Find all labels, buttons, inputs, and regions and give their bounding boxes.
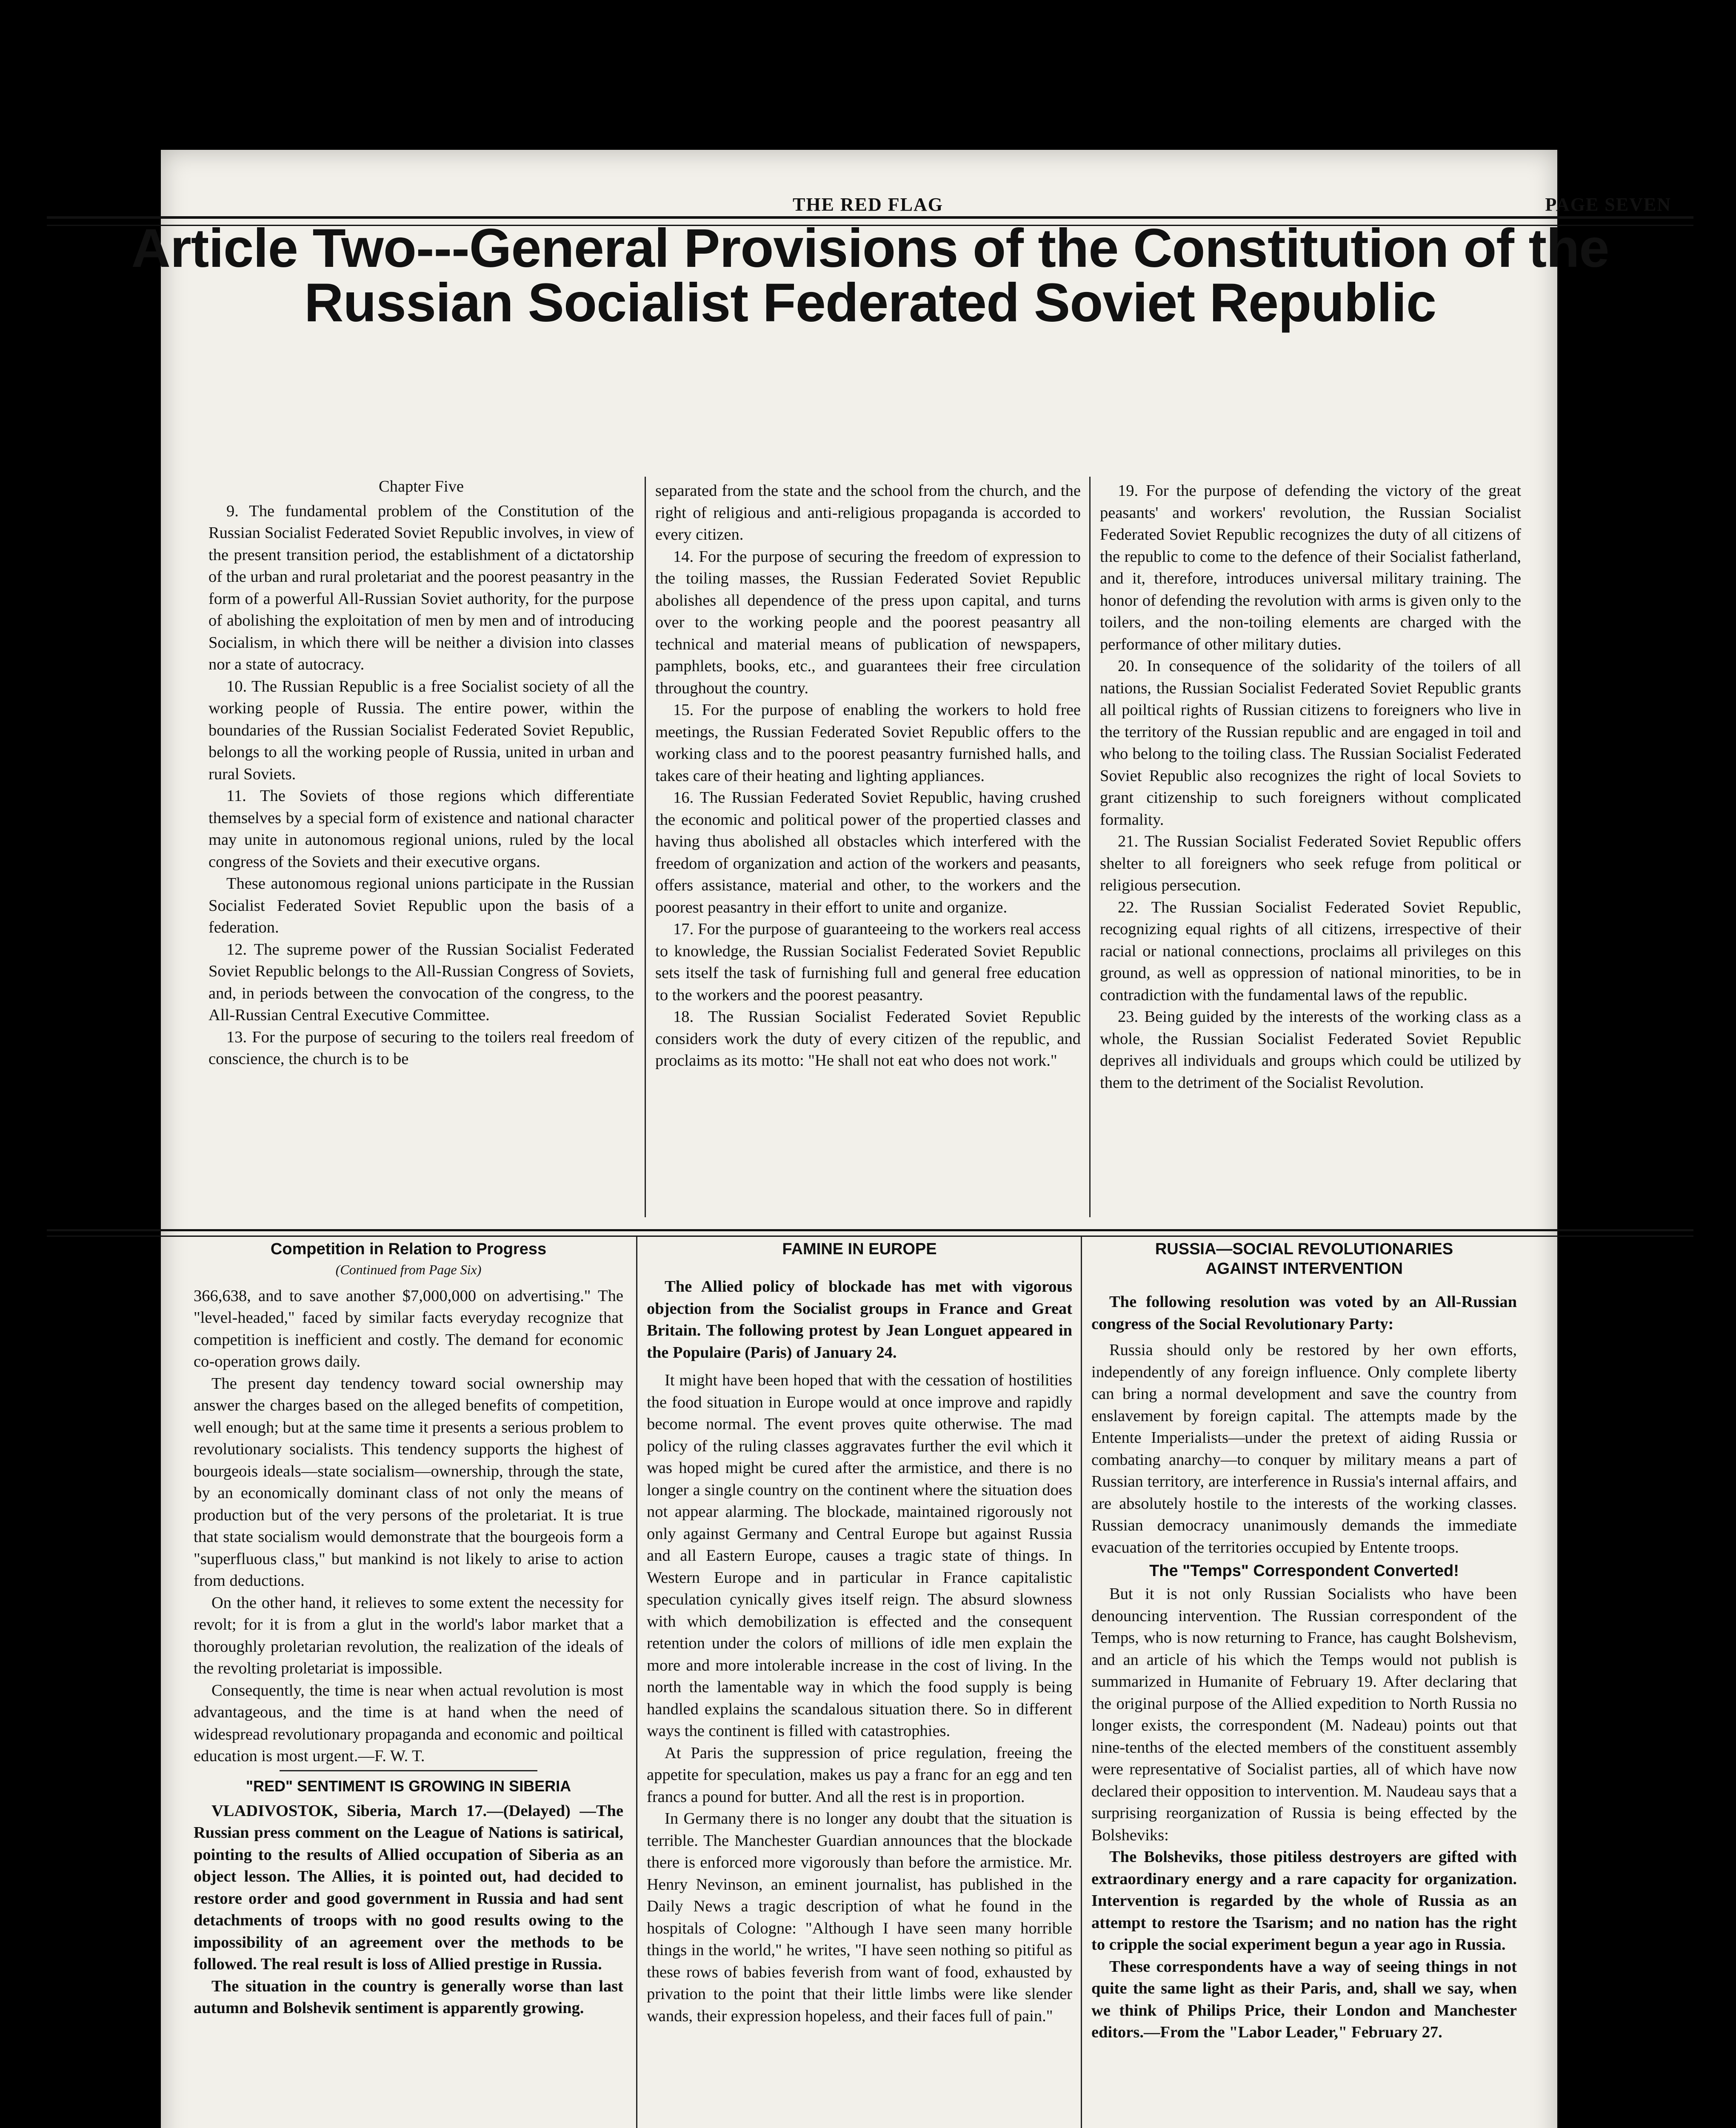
famine-title: FAMINE IN EUROPE <box>782 1240 937 1258</box>
article-paragraph: 23. Being guided by the interests of the working class as a whole, the Russian Socialist Federated Soviet Republic deprives all individuals and groups which could be utilized by them to the detriment of the Socialist Revolution. <box>1100 1008 1521 1092</box>
article-paragraph: 12. The supreme power of the Russian Socialist Federated Soviet Republic belongs to the All-Russian Congress of Soviets, and, in periods between the convocation of the congress, to the All-Russian Central Executive Committee. <box>208 940 634 1024</box>
page-headline <box>43 218 1698 333</box>
temps-subhead: The "Temps" Correspondent Converted! <box>1149 1562 1459 1580</box>
column-rule <box>636 1236 637 2128</box>
competition-paragraph: The present day tendency toward social ownership may answer the charges based on the alleged benefits of competition, well enough; but at the same time it presents a serious problem to revolutionary socialists. This tendency supports the highest of bourgeois ideals—state socialism—ownership, through the state, by an economically dominant class of not only the means of production but of the very persons of the proletariat. It is true that state socialism would demonstrate that the bourgeois form a "superfluous class," but mankind is not likely to arise to action from deductions. <box>194 1374 623 1590</box>
competition-paragraph: On the other hand, it relieves to some extent the necessity for revolt; for it is from a glut in the world's labor market that a thoroughly proletarian revolution, the realization of the ideals of the revolting proletariat is impossible. <box>194 1593 623 1677</box>
article-paragraph: 16. The Russian Federated Soviet Republic, having crushed the economic and political power of the propertied classes and having thus abolished all obstacles which interfered with the freedom of organization and action of the workers and peasants, offers assistance, material and other, to the workers and the poorest peasantry in their effort to unite and organize. <box>655 789 1081 916</box>
article-paragraph: 20. In consequence of the solidarity of the toilers of all nations, the Russian Socialist Federated Soviet Republic grants all poiltical rights of Russian citizens to foreigners who live in the territory of the Russian republic and are engaged in toil and who belong to the toiling class. The Russian Socialist Federated Soviet Republic also recognizes the right of local Soviets to grant citizenship to such foreigners without complicated formality. <box>1100 657 1521 829</box>
competition-title: Competition in Relation to Progress <box>270 1240 547 1258</box>
competition-paragraph: 366,638, and to save another $7,000,000 on advertising." The "level-headed," faced by similar facts everyday recognize that competition is inefficient and costly. The demand for economic co-operation grows daily. <box>194 1287 623 1370</box>
famine-paragraph: At Paris the suppression of price regulation, freeing the appetite for speculation, makes us pay a franc for an egg and ten francs a pound for butter. And all the rest is in proportion. <box>647 1744 1072 1806</box>
article-column-1 <box>208 476 634 1070</box>
russia-intro: The following resolution was voted by an All-Russian congress of the Social Revolutionary Party: <box>1091 1293 1517 1333</box>
column-rule <box>1081 1236 1082 2128</box>
column-rule <box>645 477 646 1217</box>
article-column-2 <box>655 480 1081 1072</box>
chapter-heading: Chapter Five <box>379 478 464 495</box>
siberia-paragraph: VLADIVOSTOK, Siberia, March 17.—(Delayed) —The Russian press comment on the League of Nations is satirical, pointing to the results of Allied occupation of Siberia as an object lesson. The Allies, it is pointed out, had decided to restore order and good government in Russia and had sent detachments of troops with no good results owing to the impossibility of an agreement over the methods to be followed. The real result is loss of Allied prestige in Russia. <box>194 1802 623 1973</box>
russia-column <box>1091 1239 1517 2044</box>
competition-paragraph: Consequently, the time is near when actual revolution is most advantageous, and the time is at hand when the need of widespread revolutionary propaganda and economic and poiltical education is most urgent.—F. W. T. <box>194 1681 623 1765</box>
article-paragraph: 15. For the purpose of enabling the workers to hold free meetings, the Russian Federated Soviet Republic offers to the working class and to the poorest peasantry furnished halls, and takes care of their heating and lighting appliances. <box>655 701 1081 785</box>
paper-name: THE RED FLAG <box>792 194 944 215</box>
page-header <box>52 194 1684 219</box>
article-column-3 <box>1100 480 1521 1094</box>
article-paragraph: 10. The Russian Republic is a free Socialist society of all the working people of Russia. The entire power, within the boundaries of the Russian Socialist Federated Soviet Republic, belongs to all the working people of Russia, united in urban and rural Soviets. <box>208 677 634 783</box>
article-paragraph: 17. For the purpose of guaranteeing to the workers real access to knowledge, the Russian Socialist Federated Soviet Republic sets itself the task of furnishing full and general free education to the workers and the poorest peasantry. <box>655 920 1081 1004</box>
russia-resolution: Russia should only be restored by her own efforts, independently of any foreign influence. Only complete liberty can bring a normal development and save the country from enslavement by foreign capital. The attempts made by the Entente Imperialists—under the pretext of aiding Russia or combating anarchy—to conquer by military means a part of Russian territory, are interference in Russia's internal affairs, and are absolutely hostile to the interests of the working classes. Russian democracy unanimously demands the immediate evacuation of the territories occupied by Entente troops. <box>1091 1341 1517 1556</box>
russia-paragraph: The Bolsheviks, those pitiless destroyers are gifted with extraordinary energy and a rare capacity for organization. Intervention is regarded by the whole of Russia as an attempt to restore the Tsarism; and no nation has the right to cripple the social experiment begun a year ago in Russia. <box>1091 1848 1517 1954</box>
siberia-title: "RED" SENTIMENT IS GROWING IN SIBERIA <box>246 1777 571 1795</box>
russia-paragraph: But it is not only Russian Socialists who have been denouncing intervention. The Russian correspondent of the Temps, who is now returning to France, has caught Bolshevism, and an article of his which the Temps would not publish is summarized in Humanite of February 19. After declaring that the original purpose of the Allied expedition to North Russia no longer exists, the correspondent (M. Nadeau) points out that nine-tenths of the elected members of the constituent assembly were representative of Socialist parties, all of which have now declared their opposition to intervention. M. Naudeau says that a surprising reorganization of Russia is being effected by the Bolsheviks: <box>1091 1585 1517 1844</box>
column-rule <box>1089 477 1091 1217</box>
siberia-paragraph: The situation in the country is generally worse than last autumn and Bolshevik sentiment is apparently growing. <box>194 1977 623 2017</box>
famine-intro: The Allied policy of blockade has met with vigorous objection from the Socialist groups in France and Great Britain. The following protest by Jean Longuet appeared in the Populaire (Paris) of January 24. <box>647 1278 1072 1361</box>
article-paragraph: separated from the state and the school from the church, and the right of religious and anti-religious propaganda is accorded to every citizen. <box>655 482 1081 543</box>
russia-title-line-1: RUSSIA—SOCIAL REVOLUTIONARIES <box>1155 1240 1453 1258</box>
famine-paragraph: In Germany there is no longer any doubt that the situation is terrible. The Manchester Guardian announces that the blockade there is enforced more vigorously than before the armistice. Mr. Henry Nevinson, an eminent journalist, has published in the Daily News a tragic description of what he found in the hospitals of Cologne: "Although I have seen many horrible things in the world," he writes, "I have seen nothing so pitiful as these rows of babies feverish from want of food, exhausted by privation to the point that their little limbs were like slender wands, their expression hopeless, and their faces full of pain." <box>647 1810 1072 2025</box>
article-paragraph: 22. The Russian Socialist Federated Soviet Republic, recognizing equal rights of all citizens, irrespective of their racial or national connections, proclaims all privileges on this ground, as well as oppression of national minorities, to be in contradiction with the fundamental laws of the republic. <box>1100 898 1521 1004</box>
article-paragraph: 21. The Russian Socialist Federated Soviet Republic offers shelter to all foreigners who seek refuge from political or religious persecution. <box>1100 832 1521 894</box>
headline-line-1: Article Two---General Provisions of the Constitution of the <box>131 218 1609 279</box>
competition-column <box>194 1239 623 2019</box>
article-paragraph: 9. The fundamental problem of the Constitution of the Russian Socialist Federated Soviet Republic involves, in view of the present transition period, the establishment of a dictatorship of the urban and rural proletariat and the poorest peasantry in the form of a powerful All-Russian Soviet authority, for the purpose of abolishing the exploitation of men by men and of introducing Socialism, in which there will be neither a division into classes nor a state of autocracy. <box>208 502 634 673</box>
russia-title-line-2: AGAINST INTERVENTION <box>1205 1260 1403 1278</box>
article-paragraph: 19. For the purpose of defending the victory of the great peasants' and workers' revolution, the Russian Socialist Federated Soviet Republic recognizes the duty of all citizens of the republic to come to the defence of their Socialist fatherland, and it, therefore, introduces universal military training. The honor of defending the revolution with arms is given only to the toilers, and the non-toiling elements are charged with the performance of other military duties. <box>1100 482 1521 653</box>
famine-paragraph: It might have been hoped that with the cessation of hostilities the food situation in Europe would at once improve and rapidly become normal. The event proves quite otherwise. The mad policy of the ruling classes aggravates further the evil which it was hoped might be cured after the armistice, and there is no longer a single country on the continent where the situation does not appear alarming. The blockade, maintained rigorously not only against Germany and Central Europe but against Russia and all Eastern Europe, causes a tragic state of things. In Western Europe and in particular in France capitalistic speculation cynically gives itself reign. The absurd slowness with which demobilization is effected and the consequent retention under the colors of millions of idle men explain the more and more intolerable increase in the cost of living. In the north the lamentable way in which the food supply is being handled explains the scandalous situation there. So in different ways the continent is filled with catastrophies. <box>647 1371 1072 1740</box>
famine-column <box>647 1239 1072 2027</box>
article-paragraph: 18. The Russian Socialist Federated Soviet Republic considers work the duty of every citizen of the republic, and proclaims as its motto: "He shall not eat who does not work." <box>655 1008 1081 1070</box>
page-number: PAGE SEVEN <box>1545 194 1671 215</box>
article-paragraph: 14. For the purpose of securing the freedom of expression to the toiling masses, the Russian Federated Soviet Republic abolishes all dependence of the press upon capital, and turns over to the working people and the poorest peasantry all technical and material means of publication of newspapers, pamphlets, books, etc., and guarantees their free circulation throughout the country. <box>655 547 1081 697</box>
article-paragraph: These autonomous regional unions participate in the Russian Socialist Federated Soviet Republic upon the basis of a federation. <box>208 875 634 936</box>
article-paragraph: 13. For the purpose of securing to the toilers real freedom of conscience, the church is to be <box>208 1028 634 1068</box>
divider <box>280 1770 537 1771</box>
continued-note: (Continued from Page Six) <box>335 1262 482 1277</box>
russia-paragraph: These correspondents have a way of seeing things in not quite the same light as their Paris, and, shall we say, when we think of Philips Price, their London and Manchester editors.—From the "Labor Leader," February 27. <box>1091 1957 1517 2041</box>
headline-line-2: Russian Socialist Federated Soviet Republic <box>304 272 1436 333</box>
section-rule <box>47 1229 1693 1237</box>
article-paragraph: 11. The Soviets of those regions which differentiate themselves by a special form of existence and national character may unite in autonomous regional unions, ruled by the local congress of the Soviets and their executive organs. <box>208 787 634 871</box>
